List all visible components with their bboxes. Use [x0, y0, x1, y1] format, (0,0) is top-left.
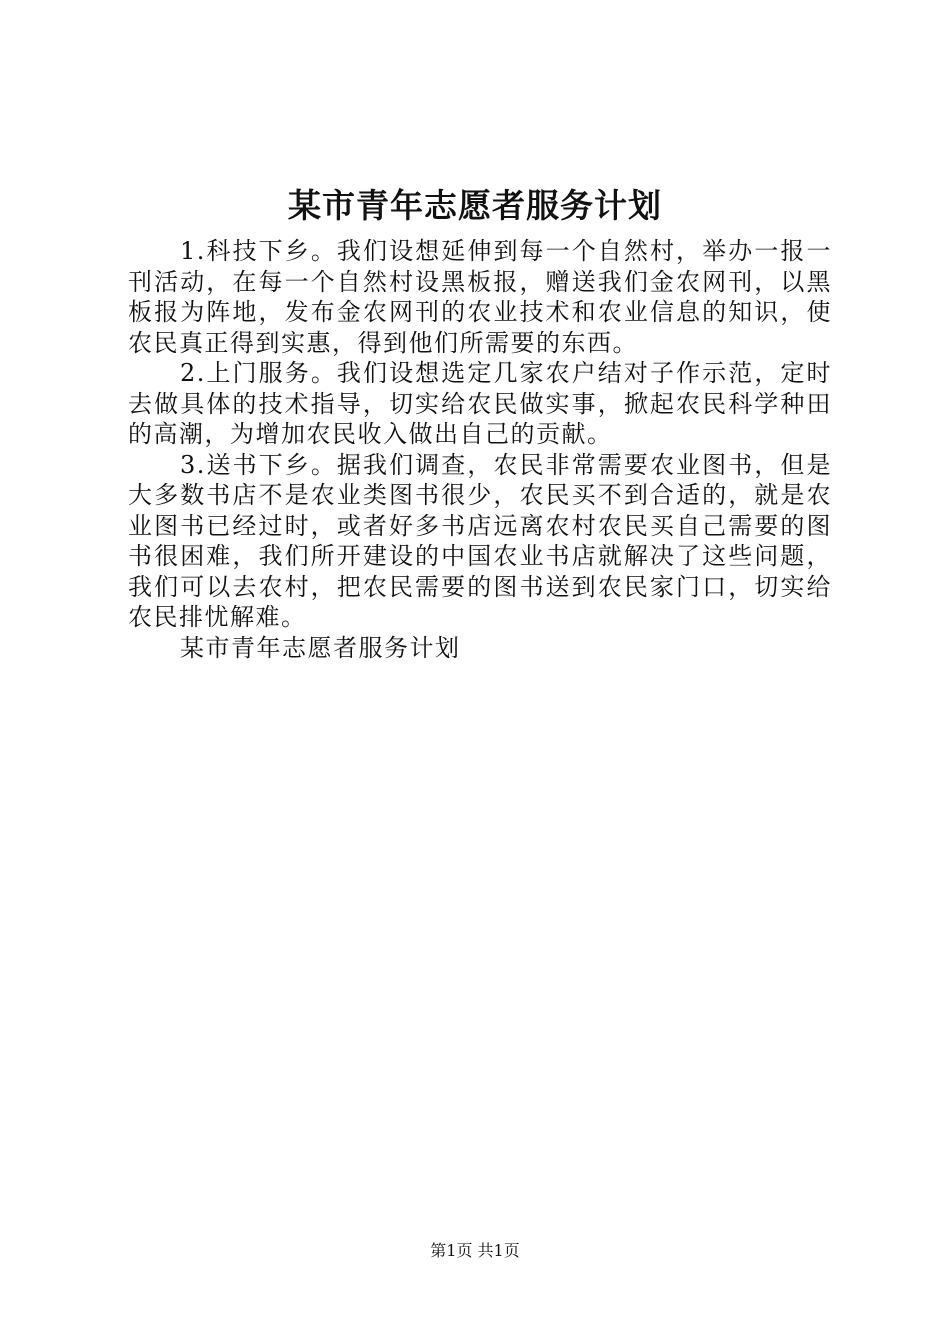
paragraph-door-to-door-service: 2.上门服务。我们设想选定几家农户结对子作示范，定时去做具体的技术指导，切实给农民做实事，掀起农民科学种田的高潮，为增加农民收入做出自己的贡献。	[128, 359, 832, 448]
paragraph-closing-title: 某市青年志愿者服务计划	[180, 633, 461, 662]
page-footer: 第1页 共1页	[430, 1241, 520, 1260]
paragraph-books-to-countryside: 3.送书下乡。据我们调查，农民非常需要农业图书，但是大多数书店不是农业类图书很少，农民买不到合适的，就是农业图书已经过时，或者好多书店远离农村农民买自己需要的图书很困难，我们所开建设的中国农业书店就解决了这些问题，我们可以去农村，把农民需要的图书送到农民家门口，切实给农民排忧解难。	[128, 450, 832, 631]
document-body	[128, 236, 832, 663]
document-title: 某市青年志愿者服务计划	[288, 186, 662, 225]
paragraph-science-to-countryside: 1.科技下乡。我们设想延伸到每一个自然村，举办一报一刊活动，在每一个自然村设黑板报，赠送我们金农网刊，以黑板报为阵地，发布金农网刊的农业技术和农业信息的知识，使农民真正得到实惠，得到他们所需要的东西。	[128, 237, 832, 357]
